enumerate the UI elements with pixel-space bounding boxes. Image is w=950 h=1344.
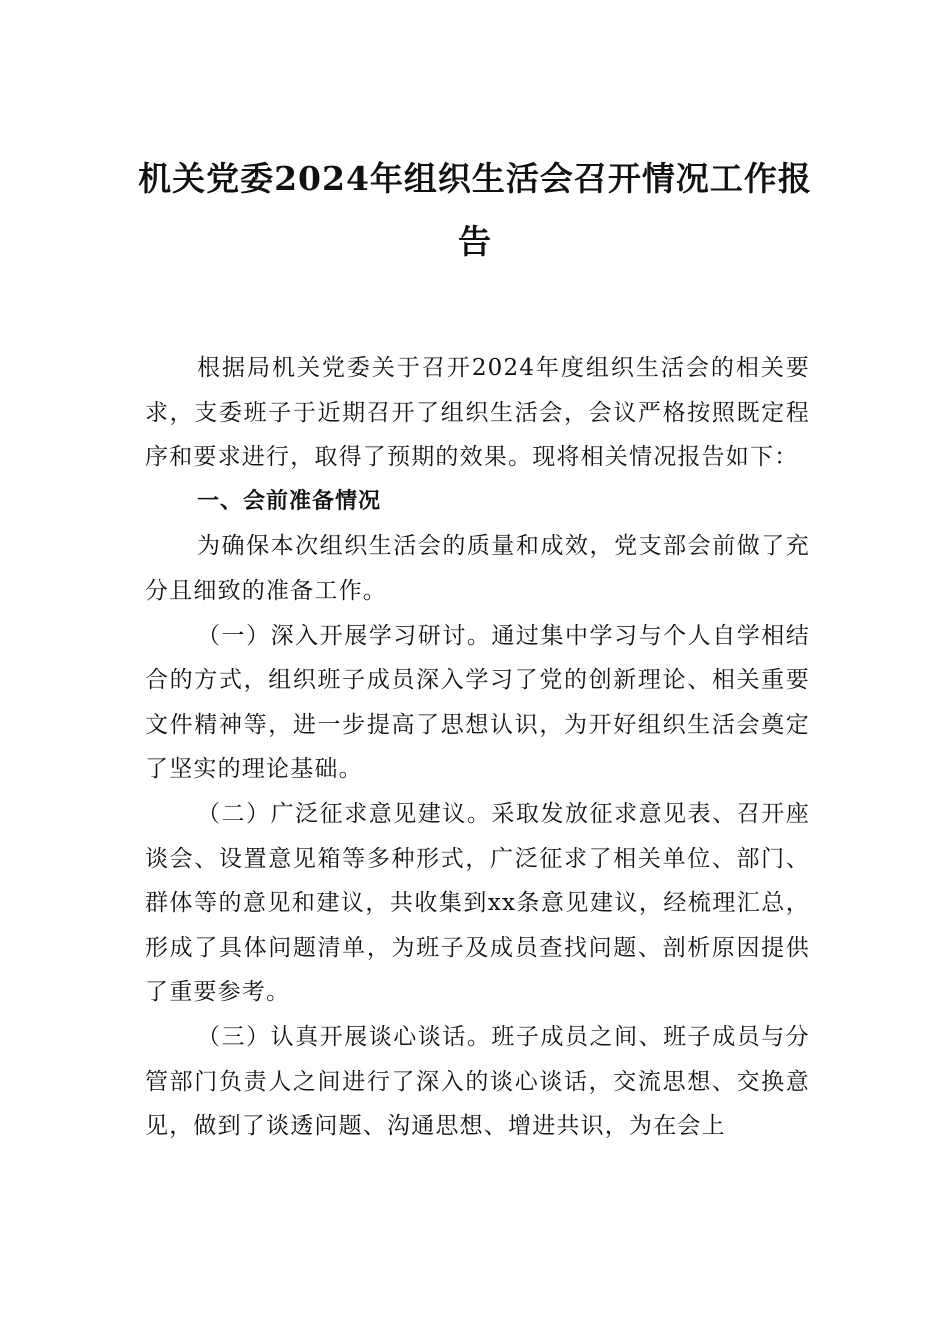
section-intro-paragraph: 为确保本次组织生活会的质量和成效，党支部会前做了充分且细致的准备工作。 (145, 533, 810, 604)
document-body (145, 346, 810, 1149)
item-paragraph-2: （二）广泛征求意见建议。采取发放征求意见表、召开座谈会、设置意见箱等多种形式，广泛征求了相关单位、部门、群体等的意见和建议，共收集到xx条意见建议，经梳理汇总，形成了具体问题清单，为班子及成员查找问题、剖析原因提供了重要参考。 (145, 800, 810, 1006)
item-paragraph-3: （三）认真开展谈心谈话。班子成员之间、班子成员与分管部门负责人之间进行了深入的谈心谈话，交流思想、交换意见，做到了谈透问题、沟通思想、增进共识，为在会上 (145, 1023, 810, 1140)
item-paragraph-1: （一）深入开展学习研讨。通过集中学习与个人自学相结合的方式，组织班子成员深入学习了党的创新理论、相关重要文件精神等，进一步提高了思想认识，为开好组织生活会奠定了坚实的理论基础。 (145, 622, 810, 783)
document-title: 机关党委2024年组织生活会召开情况工作报告 (138, 159, 812, 261)
intro-paragraph: 根据局机关党委关于召开2024年度组织生活会的相关要求，支委班子于近期召开了组织生活会，会议严格按照既定程序和要求进行，取得了预期的效果。现将相关情况报告如下： (145, 355, 810, 471)
section-heading-1: 一、会前准备情况 (197, 488, 382, 514)
